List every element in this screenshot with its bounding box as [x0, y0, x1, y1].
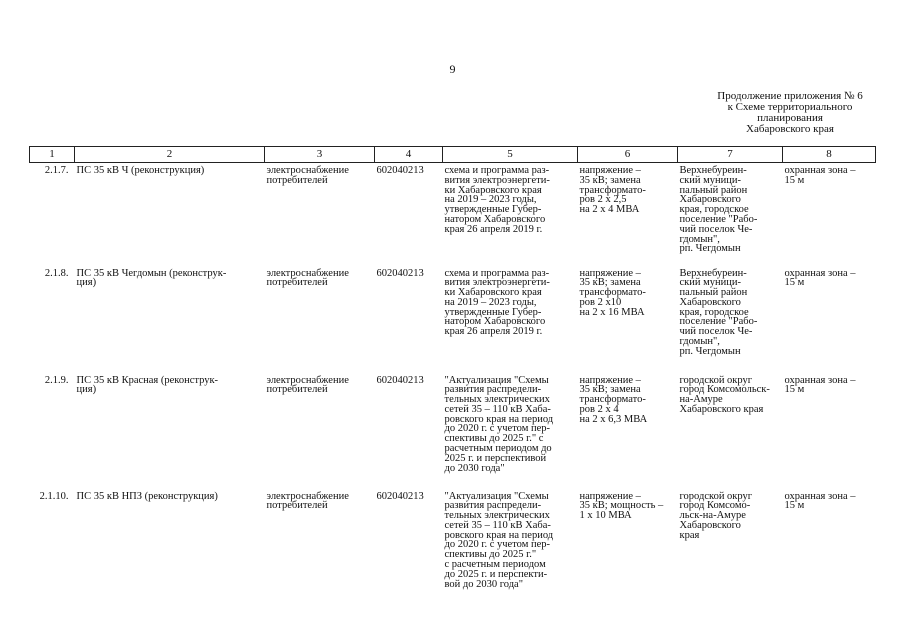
- cell-basis: [443, 266, 578, 373]
- appendix-line: Хабаровского края: [746, 123, 834, 135]
- cell-line: городской округ: [679, 374, 753, 386]
- cell-line: вития электроэнергети-: [444, 174, 550, 186]
- cell-line: напряжение –: [579, 490, 641, 502]
- cell-line: Верхнебуреин-: [679, 267, 747, 279]
- cell-line: 1 х 10 МВА: [579, 510, 632, 522]
- cell-code: 602040213: [376, 490, 424, 502]
- cell-line: город Комсомольск-: [679, 384, 770, 396]
- cell-line: "Актуализация "Схемы: [444, 374, 549, 386]
- cell-line: рп. Чегдомын: [679, 243, 741, 255]
- cell-zone: [783, 163, 876, 266]
- table-header-row: [30, 147, 876, 163]
- cell-line: напряжение –: [579, 374, 641, 386]
- cell-line: 2025 г. и перспективой: [444, 452, 547, 464]
- cell-line: охранная зона –: [784, 267, 856, 279]
- cell-number: 2.1.10.: [39, 490, 69, 502]
- cell-location: [678, 266, 783, 373]
- cell-line: рп. Чегдомын: [679, 345, 741, 357]
- cell-line: трансформато-: [579, 394, 646, 406]
- column-header: 4: [375, 147, 443, 163]
- cell-line: до 2025 г. и перспекти-: [444, 568, 548, 580]
- cell-line: 35 кВ; мощность –: [579, 500, 664, 512]
- cell-line: на 2 х 4 МВА: [579, 204, 640, 216]
- column-header: 3: [265, 147, 375, 163]
- cell-line: чий поселок Че-: [679, 326, 753, 338]
- cell-line: тельных электрических: [444, 510, 550, 522]
- cell-name: [75, 266, 265, 373]
- cell-line: до 2020 г. с учетом пер-: [444, 539, 550, 551]
- cell-line: трансформато-: [579, 184, 646, 196]
- cell-line: на 2019 – 2023 годы,: [444, 194, 537, 206]
- cell-line: ровского края на период: [444, 529, 554, 541]
- cell-basis: [443, 163, 578, 266]
- cell-line: ки Хабаровского края: [444, 184, 542, 196]
- cell-line: потребителей: [266, 500, 328, 512]
- cell-line: охранная зона –: [784, 374, 856, 386]
- cell-characteristics: [578, 266, 678, 373]
- cell-line: 15 м: [784, 384, 805, 396]
- cell-line: утвержденные Губер-: [444, 204, 542, 216]
- cell-line: ция): [76, 277, 97, 289]
- cell-line: расчетным периодом до: [444, 443, 552, 455]
- table-body: [30, 163, 876, 609]
- cell-line: 35 кВ; замена: [579, 384, 641, 396]
- cell-line: края 26 апреля 2019 г.: [444, 223, 543, 235]
- cell-line: с расчетным периодом: [444, 559, 546, 571]
- appendix-line: к Схеме территориального: [727, 101, 853, 113]
- cell-line: Хабаровского: [679, 194, 741, 206]
- cell-line: до 2020 г. с учетом пер-: [444, 423, 550, 435]
- cell-line: пальный район: [679, 287, 748, 299]
- cell-line: на 2 х 6,3 МВА: [579, 413, 648, 425]
- cell-location: [678, 373, 783, 489]
- cell-line: чий поселок Че-: [679, 223, 753, 235]
- cell-line: ки Хабаровского края: [444, 287, 542, 299]
- column-header: 6: [578, 147, 678, 163]
- cell-code: 602040213: [376, 267, 424, 279]
- cell-line: потребителей: [266, 384, 328, 396]
- cell-line: 15 м: [784, 500, 805, 512]
- cell-number: 2.1.9.: [44, 374, 69, 386]
- cell-line: схема и программа раз-: [444, 165, 550, 176]
- cell-line: трансформато-: [579, 287, 646, 299]
- cell-line: потребителей: [266, 277, 328, 289]
- appendix-line: планирования: [757, 112, 823, 124]
- cell-line: 15 м: [784, 277, 805, 289]
- cell-characteristics: [578, 163, 678, 266]
- cell-line: Хабаровского: [679, 296, 741, 308]
- cell-location: [678, 489, 783, 609]
- cell-characteristics: [578, 489, 678, 609]
- cell-line: напряжение –: [579, 267, 641, 279]
- cell-number: 2.1.7.: [44, 165, 69, 176]
- cell-line: сетей 35 – 110 кВ Хаба-: [444, 403, 551, 415]
- table-row: [30, 163, 876, 266]
- column-header: 1: [30, 147, 75, 163]
- cell-line: электроснабжение: [266, 267, 349, 279]
- cell-line: натором Хабаровского: [444, 316, 546, 328]
- cell-line: 15 м: [784, 174, 805, 186]
- table-row: [30, 373, 876, 489]
- cell-line: ров 2 х 4: [579, 403, 619, 415]
- cell-line: электроснабжение: [266, 490, 349, 502]
- cell-line: схема и программа раз-: [444, 267, 550, 279]
- cell-code: 602040213: [376, 165, 424, 176]
- cell-line: края: [679, 529, 700, 541]
- cell-line: поселение "Рабо-: [679, 213, 758, 225]
- cell-line: спективы до 2025 г.": [444, 549, 537, 561]
- cell-line: городской округ: [679, 490, 753, 502]
- cell-zone: [783, 489, 876, 609]
- cell-line: льск-на-Амуре: [679, 510, 746, 522]
- cell-line: 35 кВ; замена: [579, 277, 641, 289]
- cell-line: ский муници-: [679, 277, 741, 289]
- cell-basis: [443, 373, 578, 489]
- objects-table: [29, 146, 876, 609]
- cell-line: на 2 х 16 МВА: [579, 306, 645, 318]
- cell-line: тельных электрических: [444, 394, 550, 406]
- table-row: [30, 489, 876, 609]
- cell-line: охранная зона –: [784, 165, 856, 176]
- cell-basis: [443, 489, 578, 609]
- cell-line: ров 2 х 2,5: [579, 194, 627, 206]
- cell-line: ция): [76, 384, 97, 396]
- cell-line: до 2030 года": [444, 462, 505, 474]
- cell-line: 35 кВ; замена: [579, 174, 641, 186]
- cell-line: вития электроэнергети-: [444, 277, 550, 289]
- cell-zone: [783, 266, 876, 373]
- cell-location: [678, 163, 783, 266]
- cell-name: [75, 489, 265, 609]
- cell-line: развития распредели-: [444, 384, 542, 396]
- appendix-line: Продолжение приложения № 6: [717, 90, 863, 102]
- cell-line: на 2019 – 2023 годы,: [444, 296, 537, 308]
- cell-line: электроснабжение: [266, 374, 349, 386]
- cell-line: развития распредели-: [444, 500, 542, 512]
- cell-line: ский муници-: [679, 174, 741, 186]
- cell-line: ров 2 х10: [579, 296, 622, 308]
- cell-line: "Актуализация "Схемы: [444, 490, 549, 502]
- cell-line: гдомын",: [679, 336, 720, 348]
- cell-line: охранная зона –: [784, 490, 856, 502]
- cell-purpose: [265, 489, 375, 609]
- column-header: 5: [443, 147, 578, 163]
- cell-line: пальный район: [679, 184, 748, 196]
- column-header: 2: [75, 147, 265, 163]
- cell-line: потребителей: [266, 174, 328, 186]
- cell-line: Верхнебуреин-: [679, 165, 747, 176]
- cell-line: ПС 35 кВ Ч (реконструкция): [76, 165, 205, 176]
- column-header: 8: [783, 147, 876, 163]
- cell-name: [75, 373, 265, 489]
- cell-zone: [783, 373, 876, 489]
- cell-line: город Комсомо-: [679, 500, 751, 512]
- cell-line: ПС 35 кВ Красная (реконструк-: [76, 374, 219, 386]
- cell-line: края, городское: [679, 204, 749, 216]
- cell-line: Хабаровского края: [679, 403, 764, 415]
- cell-line: на-Амуре: [679, 394, 723, 406]
- cell-purpose: [265, 266, 375, 373]
- cell-line: Хабаровского: [679, 519, 741, 531]
- cell-name: [75, 163, 265, 266]
- cell-line: сетей 35 – 110 кВ Хаба-: [444, 519, 551, 531]
- cell-line: спективы до 2025 г." с: [444, 433, 544, 445]
- cell-line: ПС 35 кВ Чегдомын (реконструк-: [76, 267, 227, 279]
- appendix-header: [690, 91, 890, 135]
- cell-purpose: [265, 163, 375, 266]
- cell-purpose: [265, 373, 375, 489]
- page-number: 9: [449, 62, 456, 76]
- cell-line: поселение "Рабо-: [679, 316, 758, 328]
- cell-line: ровского края на период: [444, 413, 554, 425]
- cell-line: вой до 2030 года": [444, 578, 524, 590]
- cell-line: ПС 35 кВ НПЗ (реконструкция): [76, 490, 218, 502]
- cell-line: утвержденные Губер-: [444, 306, 542, 318]
- cell-line: края, городское: [679, 306, 749, 318]
- column-header: 7: [678, 147, 783, 163]
- cell-number: 2.1.8.: [44, 267, 69, 279]
- table-row: [30, 266, 876, 373]
- cell-characteristics: [578, 373, 678, 489]
- cell-line: напряжение –: [579, 165, 641, 176]
- cell-line: электроснабжение: [266, 165, 349, 176]
- cell-line: натором Хабаровского: [444, 213, 546, 225]
- cell-line: края 26 апреля 2019 г.: [444, 326, 543, 338]
- cell-line: гдомын",: [679, 233, 720, 245]
- cell-code: 602040213: [376, 374, 424, 386]
